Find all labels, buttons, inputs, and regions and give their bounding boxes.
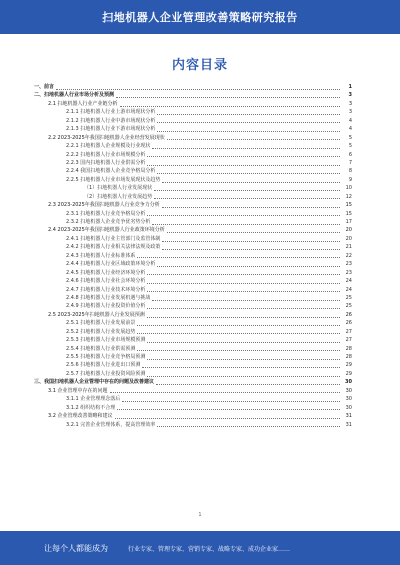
- toc-entry-title: 2.4.5 扫地机器人行业经济环境分析: [66, 269, 146, 276]
- toc-entry-title: 2.5.2 扫地机器人行业发展趋势: [66, 328, 136, 335]
- toc-dot-leader: [152, 224, 340, 225]
- toc-dot-leader: [56, 89, 340, 90]
- toc-entry-page: 15: [345, 202, 352, 209]
- toc-entry[interactable]: [34, 210, 352, 218]
- toc-entry[interactable]: [34, 277, 352, 285]
- toc-dot-leader: [162, 182, 340, 183]
- toc-entry-title: 2.5.7 扫地机器人行业投资风险预测: [66, 370, 146, 377]
- toc-entry-page: 3: [348, 92, 352, 99]
- toc-dot-leader: [147, 283, 340, 284]
- toc-entry-page: 8: [348, 168, 352, 175]
- toc-dot-leader: [162, 241, 340, 242]
- toc-entry[interactable]: [34, 353, 352, 361]
- toc-entry-page: 29: [345, 362, 352, 369]
- toc-entry-page: 26: [345, 320, 352, 327]
- toc-entry[interactable]: [34, 83, 352, 91]
- toc-dot-leader: [117, 409, 340, 410]
- toc-entry[interactable]: [34, 151, 352, 159]
- toc-dot-leader: [147, 215, 340, 216]
- toc-dot-leader: [137, 333, 340, 334]
- toc-entry-page: 30: [345, 404, 352, 411]
- toc-entry[interactable]: [34, 235, 352, 243]
- toc-entry-title: 2.5.5 扫地机器人行业竞争格局预测: [66, 354, 146, 360]
- toc-dot-leader: [152, 300, 340, 301]
- toc-dot-leader: [110, 392, 340, 393]
- toc-entry-page: 3: [348, 100, 352, 107]
- toc-entry-title: 一、前言: [34, 84, 55, 90]
- toc-dot-leader: [147, 359, 340, 360]
- toc-dot-leader: [157, 173, 340, 174]
- toc-entry-title: 2.4.6 扫地机器人行业社会环境分析: [66, 278, 146, 285]
- toc-entry[interactable]: [34, 302, 352, 310]
- toc-entry-page: 4: [348, 126, 352, 133]
- toc-entry[interactable]: [34, 134, 352, 142]
- toc-entry-title: 2.2.1 扫地机器人企业规模及行业现状: [66, 143, 151, 150]
- toc-entry[interactable]: [34, 91, 352, 99]
- toc-dot-leader: [122, 401, 340, 402]
- toc-entry-page: 9: [348, 176, 352, 183]
- footer-banner: [0, 531, 400, 565]
- toc-entry[interactable]: [34, 193, 352, 201]
- toc-entry-title: 2.3.2 扫地机器人企业竞争优劣势分析: [66, 219, 151, 225]
- toc-dot-leader: [147, 376, 340, 377]
- footer-slogan-right: 行业专家、管理专家、营销专家、战略专家、成功企业家……: [128, 545, 291, 553]
- toc-entry-page: 5: [348, 143, 352, 150]
- toc-entry-title: 3.2 企业管理改善策略和建议: [48, 413, 113, 420]
- toc-entry-title: （2）扫地机器人行业发展趋势: [84, 193, 153, 200]
- toc-entry[interactable]: [34, 269, 352, 277]
- toc-entry[interactable]: [34, 336, 352, 344]
- toc-entry-title: （1）扫地机器人行业发展现状: [84, 185, 153, 192]
- toc-entry-title: 二、扫地机器人行业市场分析及预测: [34, 92, 115, 99]
- toc-entry[interactable]: [34, 167, 352, 175]
- toc-entry-title: 2.4 2023-2025年我国扫地机器人行业政策环境分析: [48, 227, 165, 234]
- toc-entry[interactable]: [34, 395, 352, 403]
- toc-entry-page: 17: [345, 219, 352, 225]
- toc-entry-page: 21: [345, 244, 352, 251]
- toc-entry-page: 28: [345, 354, 352, 360]
- toc-dot-leader: [137, 257, 340, 258]
- toc-entry-page: 27: [345, 328, 352, 335]
- toc-dot-leader: [162, 249, 340, 250]
- toc-entry-page: 1: [348, 84, 352, 90]
- toc-entry[interactable]: [34, 404, 352, 412]
- toc-dot-leader: [142, 367, 340, 368]
- toc-entry-title: 2.4.7 扫地机器人行业技术环境分析: [66, 286, 146, 293]
- toc-dot-leader: [157, 122, 340, 123]
- toc-entry-page: 20: [345, 235, 352, 242]
- toc-entry-page: 31: [345, 413, 352, 420]
- toc-dot-leader: [167, 139, 340, 140]
- toc-entry-title: 3.1.2 组织结构不合理: [66, 404, 116, 411]
- toc-entry-title: 2.3.1 扫地机器人行业竞争格局分析: [66, 210, 146, 217]
- toc-entry[interactable]: [34, 100, 352, 108]
- toc-dot-leader: [156, 384, 340, 385]
- toc-entry[interactable]: [34, 176, 352, 184]
- toc-entry-title: 2.2.5 扫地机器人行业市场发展现状及趋势: [66, 176, 161, 183]
- toc-entry-page: 30: [345, 396, 352, 403]
- toc-entry[interactable]: [34, 421, 352, 429]
- toc-entry-page: 12: [345, 193, 352, 200]
- toc-entry[interactable]: [34, 142, 352, 150]
- toc-entry-page: 25: [345, 294, 352, 301]
- toc-entry[interactable]: [34, 286, 352, 294]
- toc-entry[interactable]: [34, 108, 352, 116]
- toc-entry-title: 2.4.1 扫地机器人行业主管部门及监管体制: [66, 235, 161, 242]
- page-number: 1: [198, 512, 202, 518]
- toc-dot-leader: [167, 232, 340, 233]
- toc-entry-page: 4: [348, 117, 352, 124]
- toc-entry-page: 24: [345, 278, 352, 285]
- toc-entry-page: 15: [345, 210, 352, 217]
- toc-entry-page: 3: [348, 109, 352, 116]
- toc-entry-title: 三、我国扫地机器人企业管理中存在的问题及改善建议: [34, 379, 155, 386]
- toc-entry-page: 30: [345, 379, 352, 386]
- toc-entry-title: 2.2.4 我国扫地机器人企业竞争格局分析: [66, 168, 156, 175]
- toc-dot-leader: [154, 190, 340, 191]
- toc-entry-title: 2.5.4 扫地机器人行业供需预测: [66, 345, 136, 352]
- toc-entry-title: 2.5 2023-2025年扫地机器人行业发展预测: [48, 311, 145, 318]
- toc-entry-page: 28: [345, 345, 352, 352]
- toc-entry-title: 2.5.3 扫地机器人行业市场规模预测: [66, 337, 146, 344]
- toc-dot-leader: [157, 131, 340, 132]
- toc-dot-leader: [120, 106, 340, 107]
- toc-entry[interactable]: [34, 345, 352, 353]
- toc-dot-leader: [115, 418, 340, 419]
- toc-entry[interactable]: [34, 311, 352, 319]
- toc-entry-page: 20: [345, 227, 352, 234]
- toc-entry-page: 5: [348, 134, 352, 141]
- header-banner: [0, 0, 400, 34]
- toc-entry-page: 31: [345, 421, 352, 428]
- toc-entry-page: 6: [348, 151, 352, 158]
- toc-dot-leader: [157, 114, 340, 115]
- toc-entry[interactable]: [34, 117, 352, 125]
- toc-entry[interactable]: [34, 412, 352, 420]
- toc-dot-leader: [147, 317, 340, 318]
- toc-entry-page: 23: [345, 261, 352, 268]
- toc-entry-title: 2.2 2023-2025年我国扫地机器人企业经营发展现状: [48, 134, 165, 141]
- toc-entry-title: 2.2.3 国内扫地机器人行业供需分析: [66, 159, 146, 166]
- toc-entry-title: 2.5.6 扫地机器人行业进出口预测: [66, 362, 141, 369]
- toc-entry[interactable]: [34, 378, 352, 386]
- toc-entry-title: 2.4.9 扫地机器人行业投资价值分析: [66, 303, 146, 310]
- report-title: 扫地机器人企业管理改善策略研究报告: [102, 11, 298, 24]
- toc-entry-page: 23: [345, 269, 352, 276]
- toc-entry[interactable]: [34, 361, 352, 369]
- toc-entry-title: 2.4.4 扫地机器人行业区域政策环境分析: [66, 261, 156, 268]
- toc-entry-title: 2.4.2 扫地机器人行业相关法律法规及政策: [66, 244, 161, 251]
- toc-dot-leader: [154, 198, 340, 199]
- toc-entry-title: 2.4.3 扫地机器人行业标准体系: [66, 252, 136, 259]
- toc-dot-leader: [147, 291, 340, 292]
- toc-entry-title: 2.1.3 扫地机器人行业下游市场现状分析: [66, 126, 156, 133]
- toc-entry[interactable]: [34, 226, 352, 234]
- toc-dot-leader: [157, 266, 340, 267]
- toc-entry-page: 7: [348, 159, 352, 166]
- table-of-contents: [34, 83, 352, 508]
- toc-entry-page: 25: [345, 303, 352, 310]
- toc-entry-page: 30: [345, 387, 352, 394]
- toc-entry-title: 2.5.1 扫地机器人行业发展前景: [66, 320, 136, 327]
- toc-entry-page: 27: [345, 337, 352, 344]
- toc-entry-page: 24: [345, 286, 352, 293]
- toc-entry[interactable]: [34, 125, 352, 133]
- toc-entry[interactable]: [34, 252, 352, 260]
- toc-entry-title: 3.2.1 完善企业管理体系，提高管理效率: [66, 421, 156, 428]
- toc-entry[interactable]: [34, 260, 352, 268]
- toc-dot-leader: [147, 308, 340, 309]
- toc-dot-leader: [137, 350, 340, 351]
- toc-entry-title: 2.2.2 扫地机器人行业市场规模分析: [66, 151, 146, 158]
- toc-entry-page: 22: [345, 252, 352, 259]
- toc-dot-leader: [116, 97, 340, 98]
- toc-dot-leader: [147, 165, 340, 166]
- toc-entry[interactable]: [34, 387, 352, 395]
- toc-entry-title: 2.1.1 扫地机器人行业上游市场现状分析: [66, 109, 156, 116]
- toc-entry[interactable]: [34, 159, 352, 167]
- toc-entry-page: 26: [345, 311, 352, 318]
- toc-dot-leader: [147, 342, 340, 343]
- toc-entry[interactable]: [34, 319, 352, 327]
- toc-entry[interactable]: [34, 243, 352, 251]
- toc-entry[interactable]: [34, 294, 352, 302]
- toc-dot-leader: [152, 148, 340, 149]
- toc-entry[interactable]: [34, 218, 352, 226]
- toc-entry[interactable]: [34, 370, 352, 378]
- toc-dot-leader: [137, 325, 340, 326]
- toc-dot-leader: [162, 207, 340, 208]
- toc-dot-leader: [147, 156, 340, 157]
- toc-entry-page: 10: [345, 185, 352, 192]
- toc-dot-leader: [147, 274, 340, 275]
- toc-entry-title: 2.4.8 扫地机器人行业发展机遇与挑战: [66, 294, 151, 301]
- footer-slogan-left: 让每个人都能成为: [44, 543, 108, 553]
- toc-entry[interactable]: [34, 328, 352, 336]
- toc-entry-title: 2.3 2023-2025年我国扫地机器人行业竞争力分析: [48, 202, 160, 209]
- toc-entry-title: 3.1 企业管理中存在的问题: [48, 387, 108, 394]
- toc-entry-title: 2.1 扫地机器人行业产业链分析: [48, 100, 118, 107]
- toc-entry-title: 3.1.1 企业管理理念落后: [66, 396, 121, 403]
- toc-entry[interactable]: [34, 184, 352, 192]
- toc-dot-leader: [157, 426, 340, 427]
- toc-entry[interactable]: [34, 201, 352, 209]
- toc-heading: 内容目录: [171, 58, 228, 73]
- toc-entry-title: 2.1.2 扫地机器人行业中游市场现状分析: [66, 117, 156, 124]
- toc-entry-page: 29: [345, 370, 352, 377]
